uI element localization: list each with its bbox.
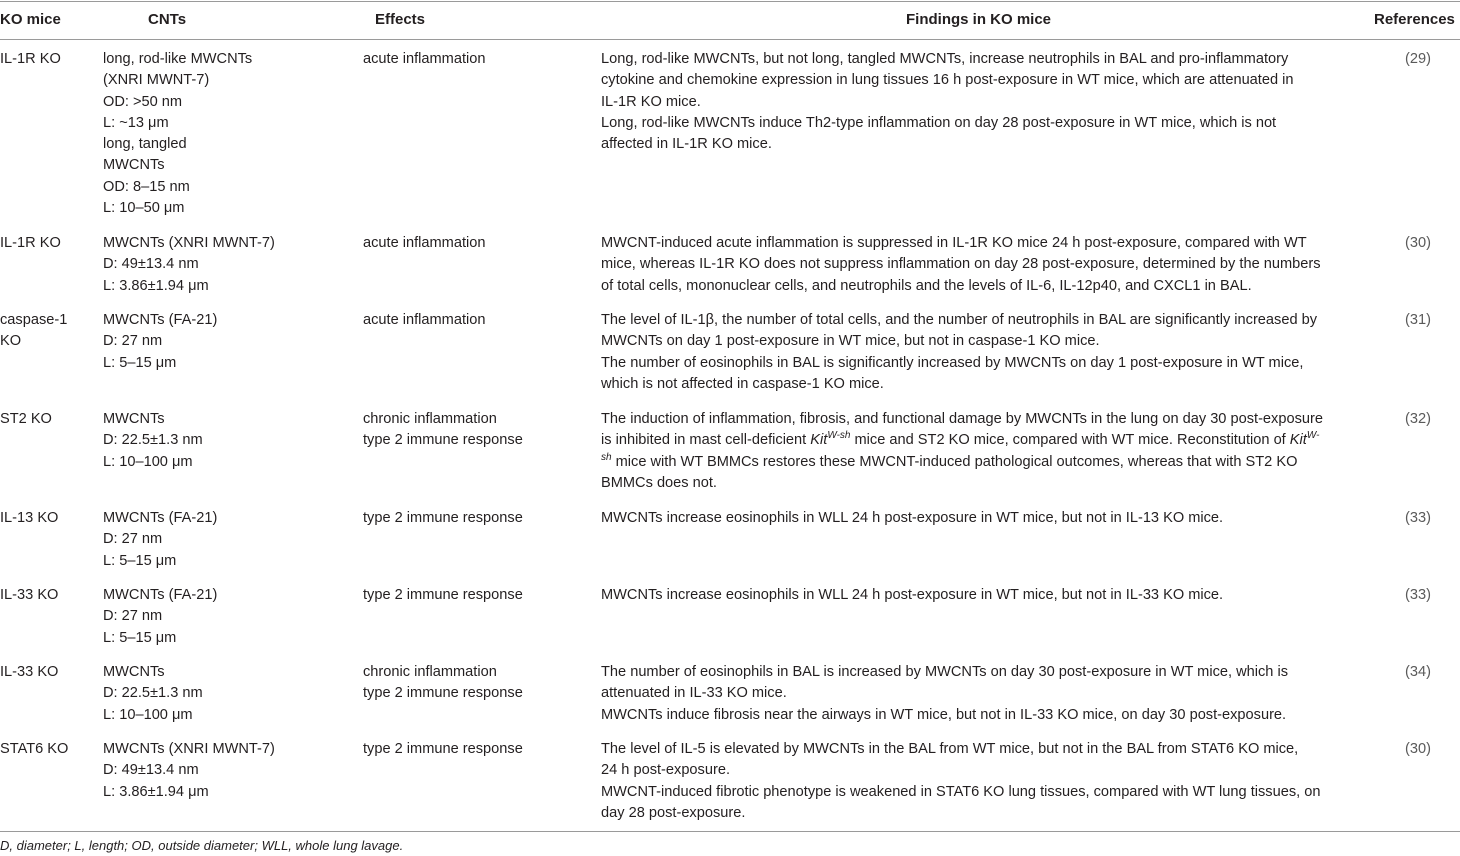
findings-cell bbox=[601, 585, 1361, 606]
findings-line: MWCNT-induced acute inflammation is suppressed in IL-1R KO mice 24 h post-exposure, compared with WT bbox=[601, 235, 1307, 251]
cnts-line: MWCNTs (FA-21) bbox=[103, 587, 218, 603]
cnts-line: D: 49±13.4 nm bbox=[103, 762, 199, 779]
findings-cell bbox=[601, 233, 1361, 297]
findings-cell bbox=[601, 662, 1361, 726]
reference-link[interactable]: (29) bbox=[1405, 51, 1431, 67]
cnts-line: D: 27 nm bbox=[103, 531, 163, 548]
cnts-cell bbox=[103, 662, 273, 726]
header-effects: Effects bbox=[375, 11, 426, 28]
effects-cell bbox=[363, 49, 583, 70]
cnts-line: long, tangled bbox=[103, 136, 187, 153]
findings-line: MWCNTs on day 1 post-exposure in WT mice, but not in caspase-1 KO mice. bbox=[601, 333, 1100, 350]
cnts-line: D: 22.5±1.3 nm bbox=[103, 432, 203, 449]
cnts-line: D: 49±13.4 nm bbox=[103, 256, 199, 273]
effects-line: acute inflammation bbox=[363, 312, 486, 328]
reference-link[interactable]: (30) bbox=[1405, 235, 1431, 251]
findings-line: which is not affected in caspase-1 KO mice. bbox=[601, 375, 884, 392]
cnts-line: L: 5–15 μm bbox=[103, 552, 177, 569]
findings-line: Long, rod-like MWCNTs induce Th2-type inflammation on day 28 post-exposure in WT mice, which is not bbox=[601, 114, 1277, 131]
findings-line: mice, whereas IL-1R KO does not suppress inflammation on day 28 post-exposure, determined by the numbers bbox=[601, 256, 1321, 273]
findings-line: day 28 post-exposure. bbox=[601, 804, 746, 821]
reference-link[interactable]: (34) bbox=[1405, 664, 1431, 680]
findings-cell bbox=[601, 310, 1361, 395]
effects-cell bbox=[363, 233, 583, 254]
cnts-cell bbox=[103, 49, 273, 219]
effects-line: type 2 immune response bbox=[363, 685, 523, 702]
findings-line: MWCNTs increase eosinophils in WLL 24 h post-exposure in WT mice, but not in IL-13 KO mice. bbox=[601, 510, 1224, 526]
table-bottom-rule bbox=[0, 831, 1460, 832]
findings-cell bbox=[601, 49, 1361, 155]
cnts-line: MWCNTs bbox=[103, 411, 165, 427]
effects-cell bbox=[363, 585, 583, 606]
findings-line: 24 h post-exposure. bbox=[601, 762, 730, 779]
findings-text: is inhibited in mast cell-deficient bbox=[601, 432, 811, 449]
cnts-line: D: 27 nm bbox=[103, 333, 163, 350]
findings-line: The level of IL-1β, the number of total cells, and the number of neutrophils in BAL are significantly increased by bbox=[601, 312, 1318, 328]
findings-cell bbox=[601, 508, 1361, 529]
cnts-line: L: 10–100 μm bbox=[103, 706, 193, 723]
cnts-line: L: 10–100 μm bbox=[103, 453, 193, 470]
cnts-cell bbox=[103, 508, 273, 572]
findings-text: mice and ST2 KO mice, compared with WT mice. Reconstitution of bbox=[850, 432, 1290, 449]
findings-line: MWCNTs induce fibrosis near the airways in WT mice, but not in IL-33 KO mice, on day 30 post-exposure. bbox=[601, 706, 1287, 723]
table-footnote: D, diameter; L, length; OD, outside diameter; WLL, whole lung lavage. bbox=[0, 838, 404, 853]
findings-line: BMMCs does not. bbox=[601, 474, 717, 491]
reference-link[interactable]: (30) bbox=[1405, 741, 1431, 757]
findings-line: of total cells, mononuclear cells, and neutrophils and the levels of IL-6, IL-12p40, and CXCL1 in BAL. bbox=[601, 277, 1252, 294]
kit-superscript: W- bbox=[1306, 430, 1320, 442]
findings-line: affected in IL-1R KO mice. bbox=[601, 136, 772, 153]
cnts-cell bbox=[103, 310, 273, 374]
findings-line: MWCNT-induced fibrotic phenotype is weakened in STAT6 KO lung tissues, compared with WT lung tissues, on bbox=[601, 783, 1321, 800]
effects-line: type 2 immune response bbox=[363, 587, 523, 603]
ko-mice-cell: IL-33 KO bbox=[0, 587, 59, 603]
header-ko-mice: KO mice bbox=[0, 11, 61, 28]
effects-line: chronic inflammation bbox=[363, 664, 497, 680]
cnts-line: MWCNTs (XNRI MWNT-7) bbox=[103, 741, 275, 757]
cnts-line: (XNRI MWNT-7) bbox=[103, 72, 210, 89]
ko-mice-cell: STAT6 KO bbox=[0, 741, 69, 757]
ko-mice-cell: IL-13 KO bbox=[0, 510, 59, 526]
cnts-line: L: 3.86±1.94 μm bbox=[103, 277, 209, 294]
findings-line: The induction of inflammation, fibrosis, and functional damage by MWCNTs in the lung on day 30 post-exposure bbox=[601, 411, 1323, 427]
cnts-line: MWCNTs (XNRI MWNT-7) bbox=[103, 235, 275, 251]
cnts-line: L: 5–15 μm bbox=[103, 354, 177, 371]
cnts-line: D: 22.5±1.3 nm bbox=[103, 685, 203, 702]
header-cnts: CNTs bbox=[148, 11, 187, 28]
cnts-line: long, rod-like MWCNTs bbox=[103, 51, 253, 67]
kit-gene-text: Kit bbox=[1289, 432, 1307, 449]
effects-line: acute inflammation bbox=[363, 235, 486, 251]
cnts-line: D: 27 nm bbox=[103, 608, 163, 625]
reference-link[interactable]: (33) bbox=[1405, 587, 1431, 603]
findings-line: The level of IL-5 is elevated by MWCNTs in the BAL from WT mice, but not in the BAL from STAT6 KO mice, bbox=[601, 741, 1299, 757]
ko-mice-cell: IL-33 KO bbox=[0, 664, 59, 680]
findings-line: Long, rod-like MWCNTs, but not long, tangled MWCNTs, increase neutrophils in BAL and pro-inflammatory bbox=[601, 51, 1289, 67]
cnts-line: OD: 8–15 nm bbox=[103, 178, 190, 195]
cnts-line: L: 3.86±1.94 μm bbox=[103, 783, 209, 800]
effects-cell bbox=[363, 508, 583, 529]
header-references: References bbox=[1374, 11, 1455, 28]
ko-mice-cell bbox=[0, 310, 96, 353]
kit-superscript: W-sh bbox=[827, 430, 851, 442]
findings-line: The number of eosinophils in BAL is significantly increased by MWCNTs on day 1 post-exposure in WT mice, bbox=[601, 354, 1304, 371]
findings-line: attenuated in IL-33 KO mice. bbox=[601, 685, 787, 702]
reference-link[interactable]: (33) bbox=[1405, 510, 1431, 526]
effects-cell bbox=[363, 739, 583, 760]
kit-gene-text: Kit bbox=[810, 432, 828, 449]
ko-line: KO bbox=[0, 333, 22, 350]
findings-line: cytokine and chemokine expression in lung tissues 16 h post-exposure in WT mice, which are attenuated in bbox=[601, 72, 1294, 89]
findings-cell bbox=[601, 409, 1361, 494]
header-findings: Findings in KO mice bbox=[906, 11, 1052, 28]
findings-line bbox=[601, 452, 1361, 473]
cnts-line: OD: >50 nm bbox=[103, 93, 183, 110]
findings-cell bbox=[601, 739, 1361, 824]
kit-superscript: sh bbox=[601, 451, 612, 463]
effects-line: type 2 immune response bbox=[363, 432, 523, 449]
ko-mice-cell: IL-1R KO bbox=[0, 51, 61, 67]
table-top-rule bbox=[0, 1, 1460, 2]
cnts-line: MWCNTs (FA-21) bbox=[103, 312, 218, 328]
cnts-cell bbox=[103, 739, 273, 803]
ko-mice-cell: IL-1R KO bbox=[0, 235, 61, 251]
effects-line: chronic inflammation bbox=[363, 411, 497, 427]
cnts-cell bbox=[103, 233, 273, 297]
cnts-line: MWCNTs bbox=[103, 157, 165, 174]
findings-line: IL-1R KO mice. bbox=[601, 93, 701, 110]
effects-line: acute inflammation bbox=[363, 51, 486, 67]
cnts-cell bbox=[103, 409, 273, 473]
cnts-line: MWCNTs (FA-21) bbox=[103, 510, 218, 526]
ko-mice-cell: ST2 KO bbox=[0, 411, 52, 427]
cnts-line: MWCNTs bbox=[103, 664, 165, 680]
effects-cell bbox=[363, 662, 583, 705]
findings-line: The number of eosinophils in BAL is increased by MWCNTs on day 30 post-exposure in WT mice, which is bbox=[601, 664, 1289, 680]
cnts-cell bbox=[103, 585, 273, 649]
ko-line: caspase-1 bbox=[0, 312, 68, 328]
effects-line: type 2 immune response bbox=[363, 510, 523, 526]
effects-line: type 2 immune response bbox=[363, 741, 523, 757]
findings-line bbox=[601, 430, 1361, 451]
cnts-line: L: ~13 μm bbox=[103, 114, 169, 131]
reference-link[interactable]: (32) bbox=[1405, 411, 1431, 427]
findings-text: mice with WT BMMCs restores these MWCNT-induced pathological outcomes, whereas that with ST2 KO bbox=[611, 453, 1298, 470]
cnts-line: L: 5–15 μm bbox=[103, 629, 177, 646]
reference-link[interactable]: (31) bbox=[1405, 312, 1431, 328]
table-header-rule bbox=[0, 39, 1460, 40]
effects-cell bbox=[363, 409, 583, 452]
cnts-line: L: 10–50 μm bbox=[103, 200, 185, 217]
effects-cell bbox=[363, 310, 583, 331]
findings-line: MWCNTs increase eosinophils in WLL 24 h post-exposure in WT mice, but not in IL-33 KO mice. bbox=[601, 587, 1224, 603]
